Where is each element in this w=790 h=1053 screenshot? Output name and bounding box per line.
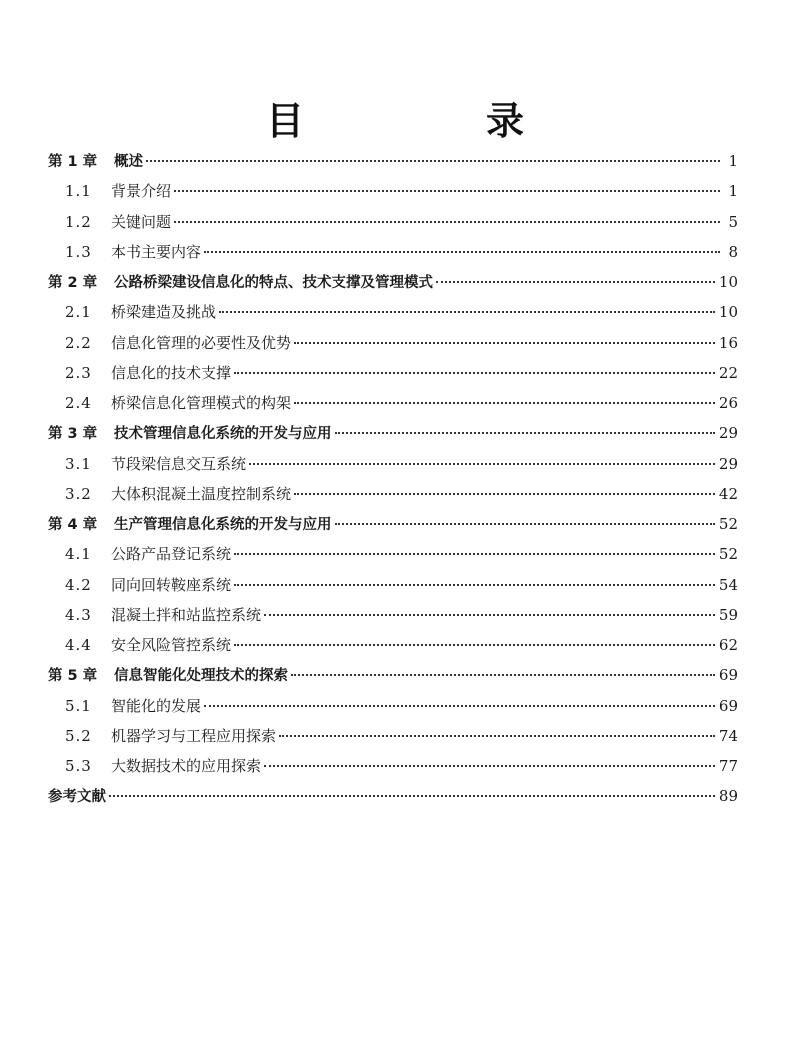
section-number: 2.2 xyxy=(65,333,92,352)
page-number: 16 xyxy=(718,333,738,352)
page-number: 69 xyxy=(718,696,738,715)
chapter-title: 生产管理信息化系统的开发与应用 xyxy=(114,517,332,533)
chapter-title: 信息智能化处理技术的探索 xyxy=(114,668,288,685)
dot-leader xyxy=(264,614,715,616)
toc-section-entry[interactable] xyxy=(48,176,738,206)
toc-section-entry[interactable] xyxy=(48,479,738,509)
page-number: 69 xyxy=(718,666,738,685)
section-title: 公路产品登记系统 xyxy=(111,545,232,564)
section-number: 2.3 xyxy=(65,363,92,382)
section-number: 4.2 xyxy=(65,575,92,594)
toc-chapter-entry[interactable] xyxy=(48,418,738,448)
toc-section-entry[interactable] xyxy=(48,297,738,327)
toc-section-entry[interactable] xyxy=(48,570,738,600)
dot-leader xyxy=(264,765,715,767)
section-number: 1.2 xyxy=(65,212,92,231)
toc-section-entry[interactable] xyxy=(48,721,738,751)
toc-section-entry[interactable] xyxy=(48,358,738,388)
page-number: 42 xyxy=(718,484,738,503)
section-number: 2.1 xyxy=(65,303,92,322)
section-title: 信息化的技术支撑 xyxy=(111,363,232,382)
section-title: 信息化管理的必要性及优势 xyxy=(111,333,292,352)
chapter-title: 公路桥梁建设信息化的特点、技术支撑及管理模式 xyxy=(114,275,433,291)
dot-leader xyxy=(234,553,715,555)
page-number: 1 xyxy=(728,182,738,201)
section-title: 大数据技术的应用探索 xyxy=(111,757,262,775)
dot-leader xyxy=(294,493,715,495)
dot-leader xyxy=(294,402,715,404)
section-number: 4.1 xyxy=(65,545,92,564)
dot-leader xyxy=(234,372,715,374)
toc-chapter-entry[interactable] xyxy=(48,267,738,297)
chapter-number: 第 3 章 xyxy=(48,426,98,443)
section-title: 背景介绍 xyxy=(111,182,172,201)
page-number: 10 xyxy=(718,303,738,322)
section-title: 桥梁信息化管理模式的构架 xyxy=(111,394,292,412)
toc-chapter-entry[interactable] xyxy=(48,660,738,690)
toc-section-entry[interactable] xyxy=(48,600,738,630)
section-number: 1.1 xyxy=(65,182,92,201)
dot-leader xyxy=(335,523,715,525)
section-title: 大体积混凝土温度控制系统 xyxy=(111,484,292,503)
dot-leader xyxy=(436,281,715,283)
dot-leader xyxy=(204,251,720,253)
page-number: 62 xyxy=(718,636,738,654)
section-title: 安全风险管控系统 xyxy=(111,636,232,654)
page-number: 59 xyxy=(718,605,738,624)
section-title: 关键问题 xyxy=(111,212,172,231)
section-title: 节段梁信息交互系统 xyxy=(111,454,247,473)
page-title: 目 录 xyxy=(265,98,596,144)
toc-section-entry[interactable] xyxy=(48,328,738,358)
dot-leader xyxy=(146,160,720,162)
dot-leader xyxy=(291,674,715,676)
section-number: 5.1 xyxy=(65,696,92,715)
chapter-number: 第 5 章 xyxy=(48,668,98,685)
toc-section-entry[interactable] xyxy=(48,237,738,267)
toc-section-entry[interactable] xyxy=(48,539,738,569)
section-title: 机器学习与工程应用探索 xyxy=(111,726,277,745)
chapter-title: 技术管理信息化系统的开发与应用 xyxy=(114,426,332,443)
chapter-number: 第 4 章 xyxy=(48,517,98,533)
dot-leader xyxy=(279,735,715,737)
chapter-title: 概述 xyxy=(114,154,143,170)
section-number: 2.4 xyxy=(65,394,92,412)
page-number: 54 xyxy=(718,575,738,594)
section-title: 桥梁建造及挑战 xyxy=(111,303,217,322)
page-number: 10 xyxy=(718,273,738,291)
dot-leader xyxy=(249,463,715,465)
section-number: 1.3 xyxy=(65,242,92,261)
page-number: 74 xyxy=(718,726,738,745)
page-number: 89 xyxy=(718,787,738,806)
page-number: 5 xyxy=(728,212,738,231)
section-number: 3.2 xyxy=(65,484,92,503)
section-number: 5.2 xyxy=(65,726,92,745)
section-number: 3.1 xyxy=(65,454,92,473)
page-number: 52 xyxy=(718,515,738,533)
section-number: 5.3 xyxy=(65,757,92,775)
page-number: 1 xyxy=(728,152,738,170)
section-number: 4.3 xyxy=(65,605,92,624)
page-number: 52 xyxy=(718,545,738,564)
toc-section-entry[interactable] xyxy=(48,449,738,479)
toc-section-entry[interactable] xyxy=(48,207,738,237)
section-title: 同向回转鞍座系统 xyxy=(111,575,232,594)
toc-chapter-entry[interactable] xyxy=(48,509,738,539)
page-number: 77 xyxy=(718,757,738,775)
dot-leader xyxy=(174,190,720,192)
toc-section-entry[interactable] xyxy=(48,691,738,721)
chapter-title: 参考文献 xyxy=(48,789,106,806)
section-title: 本书主要内容 xyxy=(111,242,202,261)
section-title: 混凝土拌和站监控系统 xyxy=(111,605,262,624)
page-number: 26 xyxy=(718,394,738,412)
dot-leader xyxy=(294,342,715,344)
dot-leader xyxy=(109,795,715,797)
page-number: 29 xyxy=(718,424,738,443)
toc-section-entry[interactable] xyxy=(48,751,738,781)
section-number: 4.4 xyxy=(65,636,92,654)
dot-leader xyxy=(234,584,715,586)
toc-chapter-entry[interactable] xyxy=(48,781,738,811)
dot-leader xyxy=(174,221,720,223)
toc-section-entry[interactable] xyxy=(48,630,738,660)
chapter-number: 第 1 章 xyxy=(48,154,98,170)
dot-leader xyxy=(219,311,715,313)
toc-chapter-entry[interactable] xyxy=(48,146,738,176)
section-title: 智能化的发展 xyxy=(111,696,202,715)
table-of-contents xyxy=(48,146,738,812)
toc-section-entry[interactable] xyxy=(48,388,738,418)
page-number: 29 xyxy=(718,454,738,473)
chapter-number: 第 2 章 xyxy=(48,275,98,291)
dot-leader xyxy=(204,705,715,707)
page-number: 22 xyxy=(718,363,738,382)
dot-leader xyxy=(234,644,715,646)
dot-leader xyxy=(335,432,715,434)
page-number: 8 xyxy=(728,242,738,261)
